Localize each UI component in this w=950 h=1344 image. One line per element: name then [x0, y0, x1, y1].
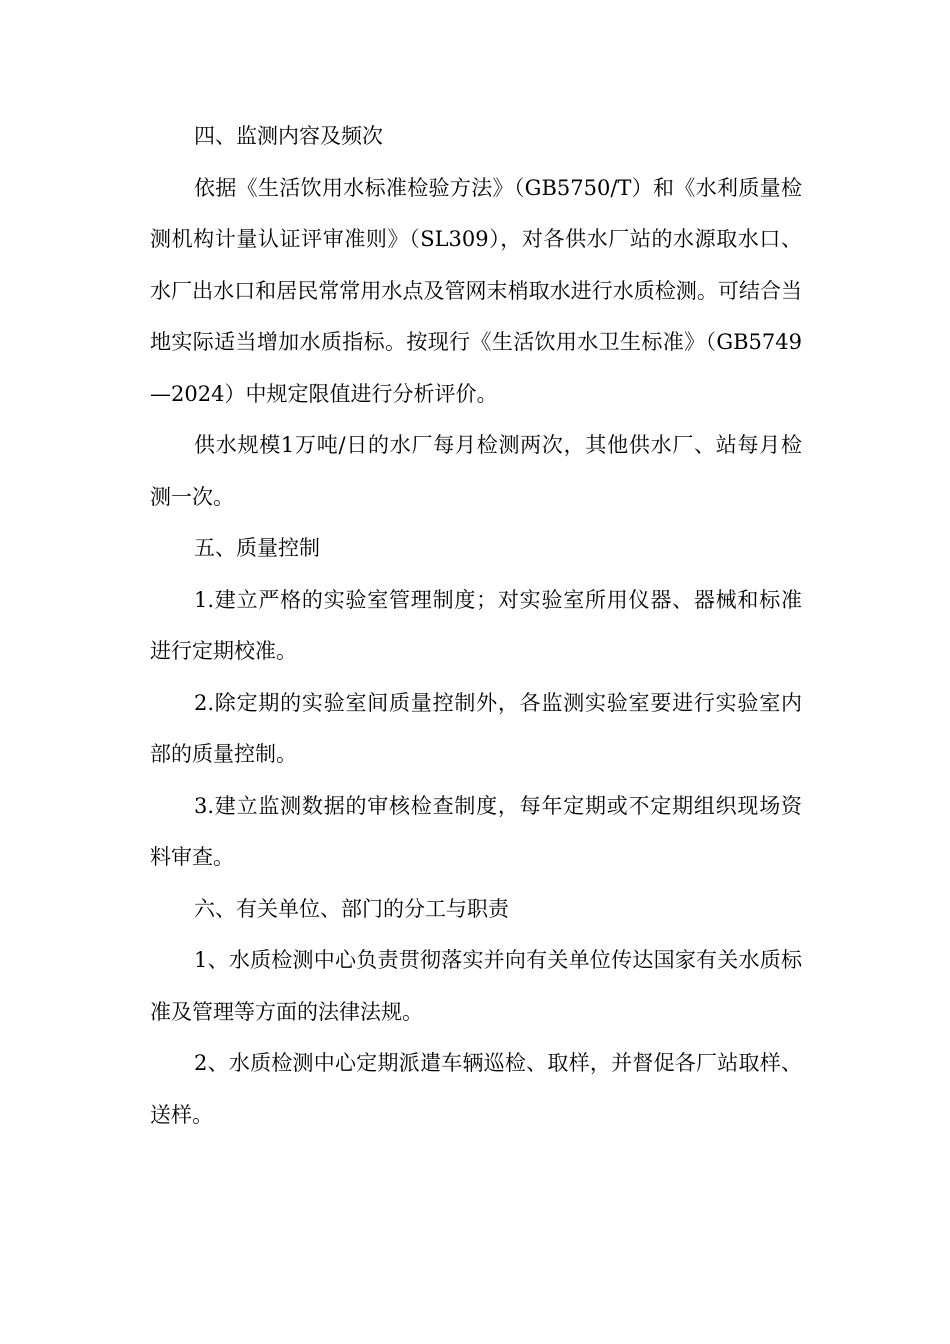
heading-quality-control: 五、质量控制	[194, 536, 320, 560]
paragraph-quality-item-1: 1.建立严格的实验室管理制度；对实验室所用仪器、器械和标准进行定期校准。	[150, 587, 802, 663]
heading-monitoring-content: 四、监测内容及频次	[194, 124, 383, 148]
paragraph-monitoring-basis: 依据《生活饮用水标准检验方法》（GB5750/T）和《水利质量检测机构计量认证评审准则》（SL309），对各供水厂站的水源取水口、水厂出水口和居民常常用水点及管网末梢取水进行水质检测。可结合当地实际适当增加水质指标。按现行《生活饮用水卫生标准》（GB5749—2024）中规定限值进行分析评价。	[150, 175, 802, 406]
paragraph-monitoring-frequency: 供水规模1万吨/日的水厂每月检测两次，其他供水厂、站每月检测一次。	[150, 433, 802, 509]
document-page	[150, 111, 802, 1141]
paragraph-responsibility-2: 2、水质检测中心定期派遣车辆巡检、取样，并督促各厂站取样、送样。	[150, 1051, 802, 1127]
paragraph-quality-item-3: 3.建立监测数据的审核检查制度，每年定期或不定期组织现场资料审查。	[150, 793, 802, 869]
heading-responsibilities: 六、有关单位、部门的分工与职责	[194, 896, 509, 921]
paragraph-quality-item-2: 2.除定期的实验室间质量控制外，各监测实验室要进行实验室内部的质量控制。	[150, 690, 802, 766]
paragraph-responsibility-1: 1、水质检测中心负责贯彻落实并向有关单位传达国家有关水质标准及管理等方面的法律法规。	[150, 948, 802, 1024]
